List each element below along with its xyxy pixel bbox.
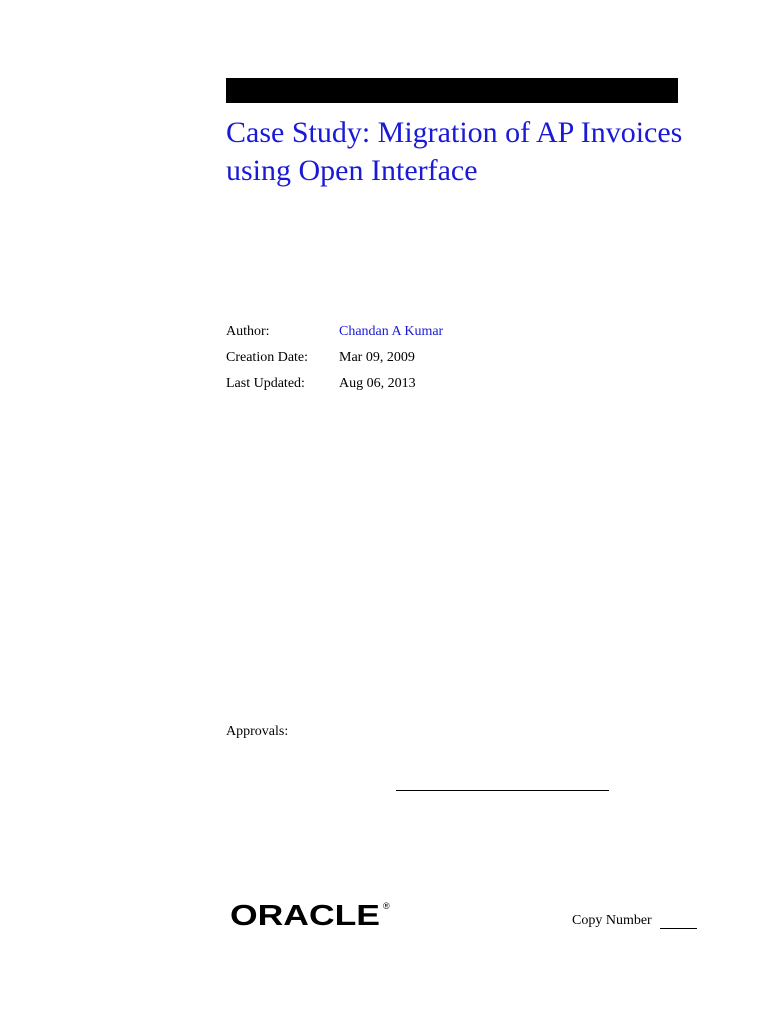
document-title: Case Study: Migration of AP Invoices using Open Interface: [226, 116, 683, 187]
meta-label: Author:: [226, 324, 270, 339]
meta-row-creation-date: [226, 345, 443, 371]
meta-label: Last Updated:: [226, 376, 305, 391]
copy-number-blank: [660, 912, 697, 929]
author-name: Chandan A Kumar: [339, 324, 444, 339]
last-updated-date: Aug 06, 2013: [339, 376, 416, 391]
copy-number: [572, 912, 697, 929]
creation-date: Mar 09, 2009: [339, 350, 415, 365]
header-bar: [226, 78, 678, 103]
meta-row-author: [226, 319, 443, 345]
registered-mark-icon: ®: [383, 901, 390, 911]
meta-row-last-updated: [226, 371, 443, 397]
document-meta: [226, 319, 443, 397]
approvals-label: Approvals:: [226, 724, 289, 739]
meta-label: Creation Date:: [226, 350, 309, 365]
signature-line: [396, 790, 609, 791]
copy-number-label: Copy Number: [572, 913, 652, 928]
oracle-logo: [230, 897, 392, 931]
logo-text: ORACLE: [230, 900, 380, 931]
